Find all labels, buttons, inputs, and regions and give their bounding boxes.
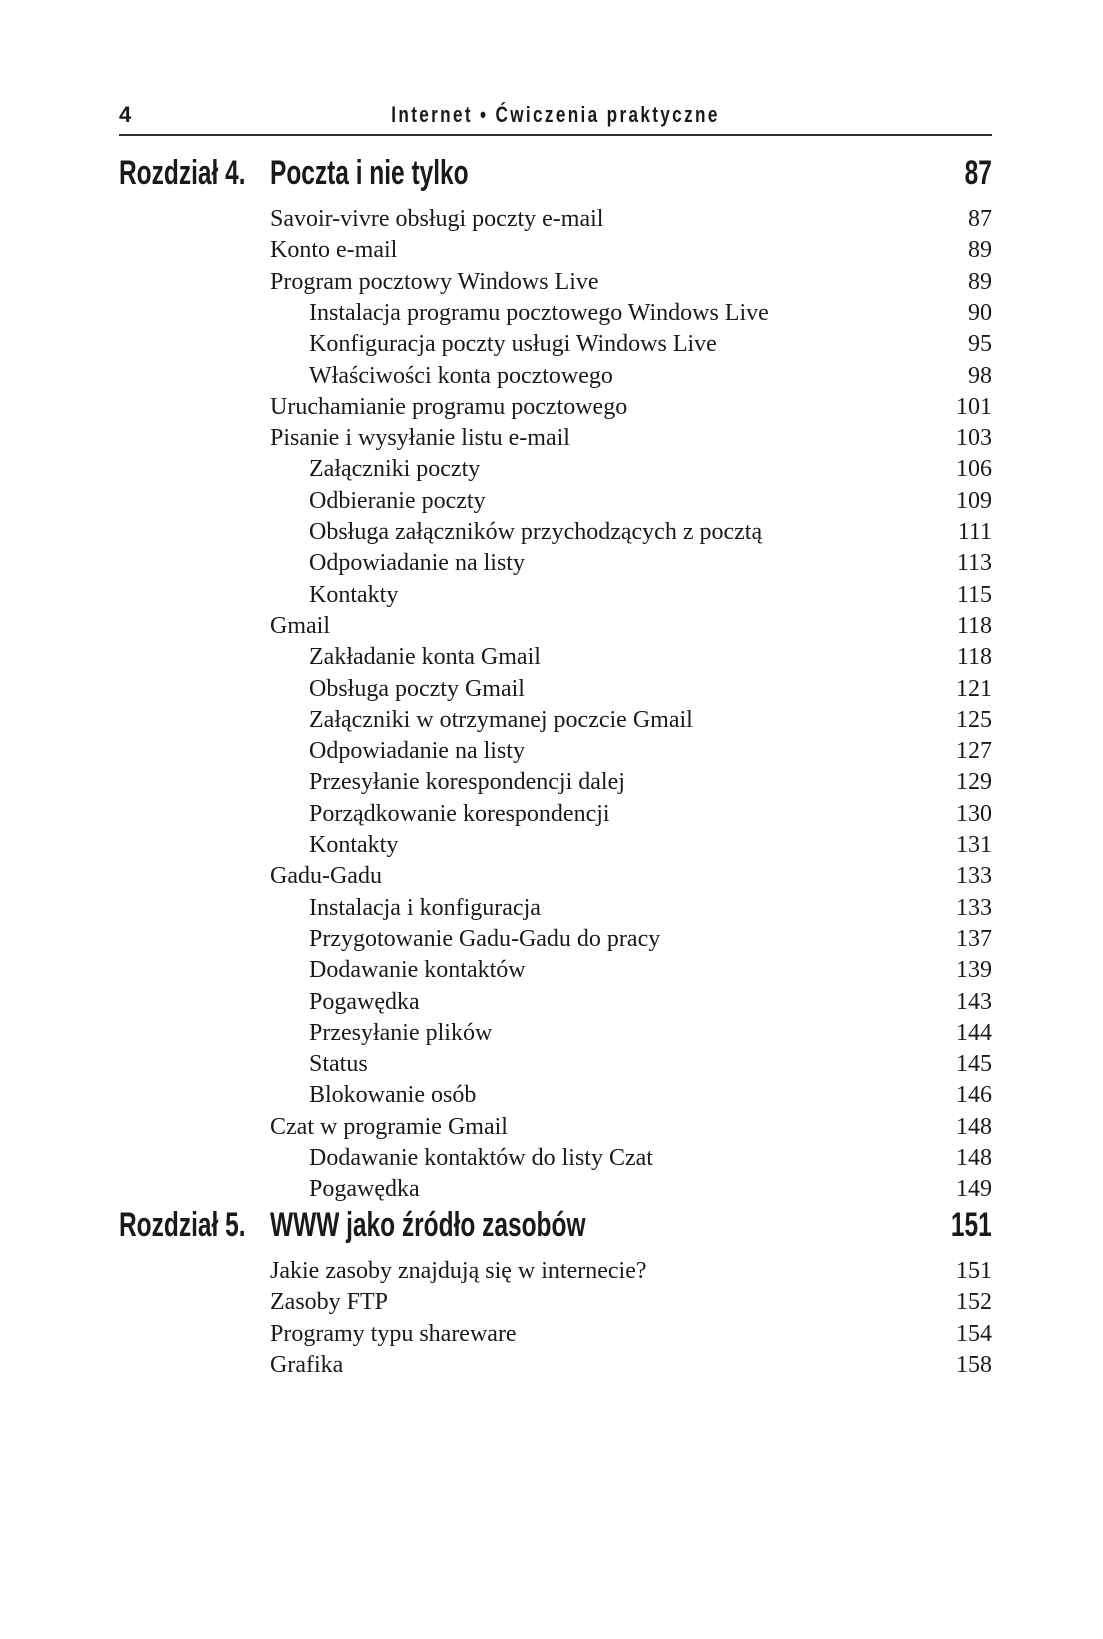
toc-entry-page: 154 — [956, 1320, 992, 1347]
chapter-title: WWW jako źródło zasobów — [270, 1206, 586, 1244]
toc-entry-title: Załączniki poczty — [309, 456, 481, 483]
toc-entry-title: Zakładanie konta Gmail — [309, 644, 541, 671]
toc-entry — [309, 924, 992, 955]
toc-entry-title: Pisanie i wysyłanie listu e-mail — [270, 425, 570, 452]
chapter-heading — [119, 153, 992, 197]
toc-entry — [309, 830, 992, 861]
toc-entry-title: Gmail — [270, 612, 330, 639]
toc-entry — [270, 267, 992, 298]
toc-entry-title: Porządkowanie korespondencji — [309, 800, 610, 827]
toc-entry-title: Pogawędka — [309, 1176, 420, 1203]
toc-entry-page: 113 — [956, 550, 992, 577]
toc-entry-title: Kontakty — [309, 832, 399, 858]
toc-entry — [309, 642, 992, 673]
toc-entry-title: Obsługa załączników przychodzących z pocztą — [309, 519, 763, 545]
toc-entry-page: 89 — [968, 268, 992, 295]
toc-entry-title: Czat w programie Gmail — [270, 1113, 508, 1140]
toc-entry-page: 148 — [956, 1113, 992, 1140]
toc-entry-page: 137 — [956, 925, 992, 952]
running-title: Internet • Ćwiczenia praktyczne — [391, 102, 720, 127]
page-number: 4 — [119, 102, 132, 127]
toc-entry-page: 145 — [956, 1051, 992, 1078]
toc-entry-page: 144 — [956, 1019, 992, 1046]
toc-entry-title: Konto e-mail — [270, 237, 398, 264]
toc-entry-page: 133 — [956, 894, 992, 921]
toc-entry-title: Konfiguracja poczty usługi Windows Live — [309, 331, 717, 358]
toc-entry — [309, 1143, 992, 1174]
toc-entry — [309, 298, 992, 329]
toc-entry-title: Status — [309, 1051, 368, 1078]
toc-entry — [309, 799, 992, 830]
toc-entry-title: Przesyłanie korespondencji dalej — [309, 769, 625, 796]
toc-entry — [309, 329, 992, 360]
toc-entry — [309, 767, 992, 798]
toc-entry — [270, 861, 992, 892]
toc-entry-title: Załączniki w otrzymanej poczcie Gmail — [309, 706, 693, 733]
toc-entry-page: 103 — [956, 425, 992, 452]
toc-entry-page: 129 — [956, 769, 992, 796]
toc-entry — [309, 893, 992, 924]
toc-entry-title: Dodawanie kontaktów — [309, 957, 526, 984]
toc-entry-page: 143 — [956, 988, 992, 1015]
toc-entry-page: 133 — [956, 863, 992, 890]
toc-entry — [270, 1319, 992, 1350]
toc-entry-title: Instalacja programu pocztowego Windows Live — [309, 299, 769, 326]
toc-entry-title: Programy typu shareware — [270, 1320, 517, 1347]
toc-entry-page: 95 — [968, 331, 992, 358]
toc-entry-title: Pogawędka — [309, 988, 420, 1015]
toc-entry-title: Odpowiadanie na listy — [309, 738, 525, 765]
toc-entry-page: 149 — [956, 1176, 992, 1203]
toc-entry — [309, 548, 992, 579]
toc-entry — [309, 454, 992, 485]
toc-entry — [309, 1174, 992, 1205]
toc-entry-page: 87 — [968, 206, 992, 232]
toc-entry-page: 98 — [968, 362, 992, 389]
toc-entry-title: Przesyłanie plików — [309, 1019, 493, 1046]
toc-entry-title: Odbieranie poczty — [309, 487, 486, 514]
chapter-heading — [119, 1205, 992, 1249]
toc-entry-title: Uruchamianie programu pocztowego — [270, 393, 628, 420]
toc-entry — [270, 392, 992, 423]
toc-entry-title: Obsługa poczty Gmail — [309, 675, 525, 702]
toc-entry-title: Program pocztowy Windows Live — [270, 268, 599, 295]
toc-entry-page: 115 — [956, 581, 992, 608]
toc-entry-page: 106 — [956, 456, 992, 483]
toc-entry-title: Właściwości konta pocztowego — [309, 362, 613, 389]
toc-entry-page: 101 — [956, 393, 992, 420]
toc-entry-page: 130 — [956, 800, 992, 827]
running-header — [119, 100, 992, 136]
toc-entry — [309, 1018, 992, 1049]
chapter-label: Rozdział 4. — [119, 154, 246, 192]
toc-entry-page: 118 — [956, 612, 992, 639]
toc-entry-title: Grafika — [270, 1351, 344, 1378]
toc-entry-page: 127 — [956, 738, 992, 765]
toc-entry — [309, 987, 992, 1018]
toc-entry-title: Blokowanie osób — [309, 1082, 477, 1109]
toc-entry-title: Jakie zasoby znajdują się w internecie? — [270, 1258, 647, 1284]
toc-entry-page: 118 — [956, 644, 992, 671]
toc-entry-page: 125 — [956, 706, 992, 733]
toc-entry — [309, 736, 992, 767]
toc-entry-page: 111 — [957, 519, 992, 545]
toc-entry-page: 89 — [968, 237, 992, 264]
toc-entry — [309, 517, 992, 548]
toc-entry — [309, 674, 992, 705]
toc-entry — [270, 1112, 992, 1143]
toc-entry — [309, 361, 992, 392]
toc-entry — [309, 1049, 992, 1080]
toc-entry — [309, 955, 992, 986]
chapter-title: Poczta i nie tylko — [270, 154, 469, 192]
toc-entry-page: 139 — [956, 957, 992, 984]
toc-entry-title: Instalacja i konfiguracja — [309, 894, 541, 921]
toc-entry — [309, 486, 992, 517]
chapter-label: Rozdział 5. — [119, 1206, 246, 1244]
chapter-page-number: 87 — [964, 154, 992, 192]
toc-entry — [270, 1287, 992, 1318]
toc-entry — [270, 611, 992, 642]
toc-entry-title: Gadu-Gadu — [270, 863, 382, 890]
toc-entry — [270, 1256, 992, 1287]
toc-entry-title: Odpowiadanie na listy — [309, 550, 525, 577]
toc-entry — [270, 1350, 992, 1381]
toc-entry — [309, 580, 992, 611]
toc-entry-page: 90 — [968, 299, 992, 326]
toc-entry-title: Savoir-vivre obsługi poczty e-mail — [270, 206, 604, 232]
toc-entry-title: Zasoby FTP — [270, 1289, 389, 1316]
toc-entry-page: 152 — [956, 1289, 992, 1316]
toc-entry — [270, 235, 992, 266]
toc-entry — [270, 204, 992, 235]
toc-entry-page: 121 — [956, 675, 992, 702]
toc-entry-title: Kontakty — [309, 581, 399, 608]
toc-entry-page: 131 — [956, 832, 992, 858]
toc-entry — [309, 1080, 992, 1111]
toc-entry-page: 158 — [956, 1351, 992, 1378]
chapter-page-number: 151 — [951, 1206, 992, 1244]
toc-entry-page: 146 — [956, 1082, 992, 1109]
toc-entry-page: 109 — [956, 487, 992, 514]
toc-entry-page: 148 — [956, 1145, 992, 1171]
toc-entry — [309, 705, 992, 736]
toc-entry-page: 151 — [956, 1258, 992, 1284]
toc-entry — [270, 423, 992, 454]
toc-entry-title: Przygotowanie Gadu-Gadu do pracy — [309, 925, 661, 952]
toc-entry-title: Dodawanie kontaktów do listy Czat — [309, 1145, 653, 1171]
